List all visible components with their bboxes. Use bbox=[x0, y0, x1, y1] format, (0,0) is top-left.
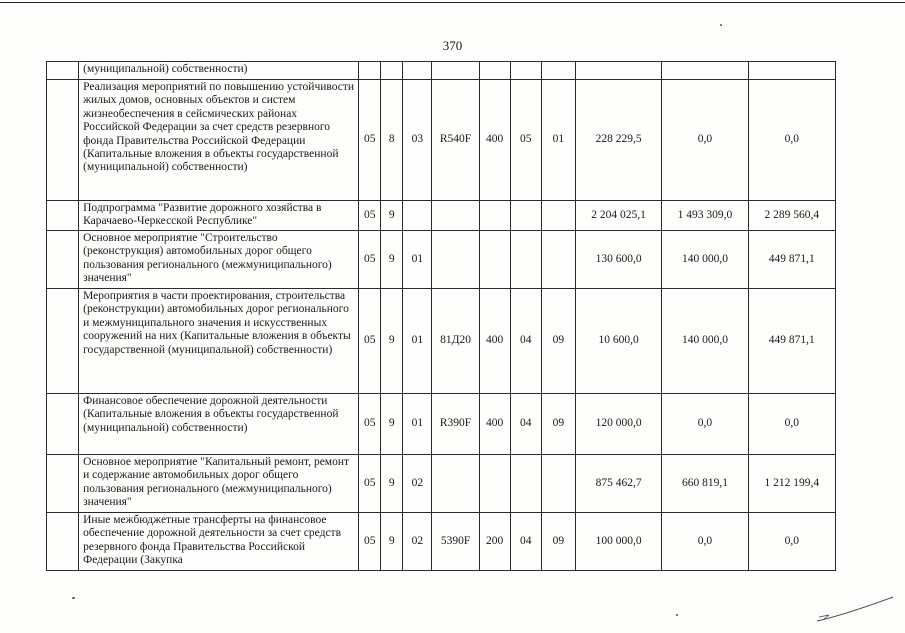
code-cell bbox=[432, 231, 479, 289]
code-cell bbox=[541, 201, 575, 231]
code-cell: 01 bbox=[541, 80, 575, 201]
code-cell: 400 bbox=[479, 80, 510, 201]
code-cell: 5390F bbox=[432, 513, 479, 571]
amount-cell-2: 1 493 309,0 bbox=[662, 201, 748, 231]
code-cell bbox=[403, 201, 432, 231]
page-top-rule bbox=[0, 2, 905, 3]
code-cell: 9 bbox=[381, 394, 403, 455]
code-cell: 81Д20 bbox=[432, 289, 479, 394]
row-name-cell: Реализация мероприятий по повышению устойчивости жилых домов, основных объектов и систем жизнеобеспечения в сейсмических районах Российской Федерации за счет средств резервного фонда Правительства Российской Федерации (Капитальные вложения в объекты государственной (муниципальной) собственности) bbox=[79, 80, 359, 201]
scan-speck bbox=[676, 614, 678, 616]
code-cell: 05 bbox=[359, 201, 381, 231]
code-cell: 04 bbox=[510, 289, 541, 394]
amount-cell-2: 0,0 bbox=[662, 80, 748, 201]
row-name-cell: (муниципальной) собственности) bbox=[79, 62, 359, 80]
row-index-cell bbox=[47, 80, 79, 201]
amount-cell-1: 100 000,0 bbox=[575, 513, 661, 571]
amount-cell-3: 0,0 bbox=[748, 513, 835, 571]
amount-cell-2: 660 819,1 bbox=[662, 455, 748, 513]
code-cell bbox=[432, 62, 479, 80]
code-cell: 200 bbox=[479, 513, 510, 571]
table-row bbox=[47, 201, 836, 231]
signature-mark bbox=[815, 595, 895, 625]
code-cell: 04 bbox=[510, 394, 541, 455]
table-row bbox=[47, 455, 836, 513]
code-cell: 01 bbox=[403, 289, 432, 394]
row-name-cell: Подпрограмма "Развитие дорожного хозяйства в Карачаево-Черкесской Республике" bbox=[79, 201, 359, 231]
code-cell bbox=[541, 455, 575, 513]
code-cell bbox=[510, 231, 541, 289]
amount-cell-1: 875 462,7 bbox=[575, 455, 661, 513]
row-name-cell: Финансовое обеспечение дорожной деятельности (Капитальные вложения в объекты государственной (муниципальной) собственности) bbox=[79, 394, 359, 455]
code-cell bbox=[541, 231, 575, 289]
row-index-cell bbox=[47, 201, 79, 231]
code-cell: 09 bbox=[541, 394, 575, 455]
row-index-cell bbox=[47, 455, 79, 513]
code-cell bbox=[381, 62, 403, 80]
code-cell: 05 bbox=[359, 289, 381, 394]
code-cell: 9 bbox=[381, 513, 403, 571]
code-cell bbox=[403, 62, 432, 80]
code-cell bbox=[432, 201, 479, 231]
amount-cell-3: 2 289 560,4 bbox=[748, 201, 835, 231]
scan-speck bbox=[720, 24, 722, 26]
row-index-cell bbox=[47, 394, 79, 455]
code-cell bbox=[479, 455, 510, 513]
table-row bbox=[47, 394, 836, 455]
table-row bbox=[47, 231, 836, 289]
code-cell: 09 bbox=[541, 513, 575, 571]
table-row bbox=[47, 513, 836, 571]
code-cell: 9 bbox=[381, 231, 403, 289]
budget-table bbox=[46, 61, 836, 571]
code-cell: R390F bbox=[432, 394, 479, 455]
code-cell bbox=[510, 62, 541, 80]
amount-cell-2 bbox=[662, 62, 748, 80]
code-cell: 400 bbox=[479, 394, 510, 455]
code-cell bbox=[510, 201, 541, 231]
code-cell bbox=[541, 62, 575, 80]
amount-cell-1: 120 000,0 bbox=[575, 394, 661, 455]
amount-cell-3 bbox=[748, 62, 835, 80]
scan-speck bbox=[72, 597, 75, 599]
code-cell: 400 bbox=[479, 289, 510, 394]
amount-cell-2: 140 000,0 bbox=[662, 289, 748, 394]
page-number: 370 bbox=[442, 38, 463, 53]
code-cell: 03 bbox=[403, 80, 432, 201]
code-cell: 05 bbox=[359, 80, 381, 201]
row-name-cell: Мероприятия в части проектирования, строительства (реконструкции) автомобильных дорог регионального и межмуниципального значения и искусственных сооружений на них (Капитальные вложения в объекты государственной (муниципальной) собственности) bbox=[79, 289, 359, 394]
row-index-cell bbox=[47, 289, 79, 394]
code-cell: 9 bbox=[381, 201, 403, 231]
code-cell: 9 bbox=[381, 289, 403, 394]
code-cell bbox=[479, 201, 510, 231]
amount-cell-1: 130 600,0 bbox=[575, 231, 661, 289]
code-cell: 01 bbox=[403, 231, 432, 289]
row-name-cell: Иные межбюджетные трансферты на финансовое обеспечение дорожной деятельности за счет средств резервного фонда Правительства Российской Федерации (Закупка bbox=[79, 513, 359, 571]
amount-cell-1 bbox=[575, 62, 661, 80]
table-row bbox=[47, 62, 836, 80]
code-cell: 04 bbox=[510, 513, 541, 571]
code-cell: 9 bbox=[381, 455, 403, 513]
code-cell bbox=[359, 62, 381, 80]
code-cell: 05 bbox=[359, 513, 381, 571]
code-cell: 05 bbox=[359, 455, 381, 513]
row-index-cell bbox=[47, 231, 79, 289]
amount-cell-1: 2 204 025,1 bbox=[575, 201, 661, 231]
table-row bbox=[47, 80, 836, 201]
code-cell: 8 bbox=[381, 80, 403, 201]
code-cell: 02 bbox=[403, 455, 432, 513]
code-cell bbox=[479, 62, 510, 80]
amount-cell-3: 0,0 bbox=[748, 394, 835, 455]
code-cell bbox=[510, 455, 541, 513]
table-row bbox=[47, 289, 836, 394]
code-cell: 02 bbox=[403, 513, 432, 571]
amount-cell-2: 140 000,0 bbox=[662, 231, 748, 289]
amount-cell-3: 449 871,1 bbox=[748, 289, 835, 394]
amount-cell-3: 1 212 199,4 bbox=[748, 455, 835, 513]
code-cell: 01 bbox=[403, 394, 432, 455]
amount-cell-3: 0,0 bbox=[748, 80, 835, 201]
code-cell bbox=[432, 455, 479, 513]
code-cell bbox=[479, 231, 510, 289]
code-cell: 05 bbox=[359, 231, 381, 289]
amount-cell-2: 0,0 bbox=[662, 394, 748, 455]
amount-cell-1: 228 229,5 bbox=[575, 80, 661, 201]
code-cell: R540F bbox=[432, 80, 479, 201]
amount-cell-2: 0,0 bbox=[662, 513, 748, 571]
code-cell: 05 bbox=[359, 394, 381, 455]
amount-cell-3: 449 871,1 bbox=[748, 231, 835, 289]
row-name-cell: Основное мероприятие "Строительство (реконструкция) автомобильных дорог общего пользования регионального (межмуниципального) значения" bbox=[79, 231, 359, 289]
amount-cell-1: 10 600,0 bbox=[575, 289, 661, 394]
row-index-cell bbox=[47, 62, 79, 80]
code-cell: 09 bbox=[541, 289, 575, 394]
row-index-cell bbox=[47, 513, 79, 571]
row-name-cell: Основное мероприятие "Капитальный ремонт, ремонт и содержание автомобильных дорог общего пользования регионального (межмуниципального) значения" bbox=[79, 455, 359, 513]
code-cell: 05 bbox=[510, 80, 541, 201]
